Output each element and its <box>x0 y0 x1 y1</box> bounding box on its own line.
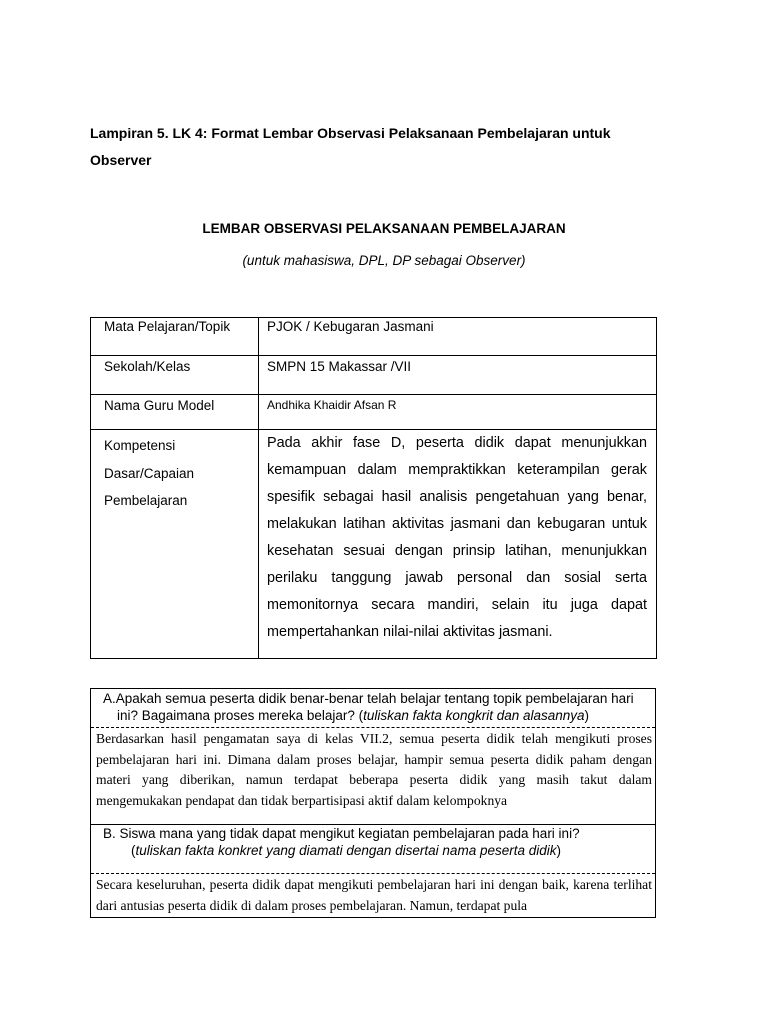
table-row <box>91 395 657 430</box>
school-class-value: SMPN 15 Makassar /VII <box>267 359 412 374</box>
question-a-text: Apakah semua peserta didik benar-benar telah belajar tentang topik pembelajaran hari ini? Bagaimana proses mereka belajar? ( <box>115 691 634 723</box>
table-row <box>91 430 657 659</box>
teacher-label: Nama Guru Model <box>104 398 215 413</box>
appendix-heading <box>90 120 690 174</box>
table-row <box>91 318 657 356</box>
question-b-open: ( <box>131 843 136 858</box>
document-title: LEMBAR OBSERVASI PELAKSANAAN PEMBELAJARAN <box>202 221 566 236</box>
competency-value: Pada akhir fase D, peserta didik dapat menunjukkan kemampuan dalam mempraktikkan keterampilan gerak spesifik sebagai hasil analisis pengetahuan yang benar, melakukan latihan aktivitas jasmani dan kebugaran untuk kesehatan sesuai dengan prinsip latihan, menunjukkan perilaku tanggung jawab personal dan sosial serta memonitornya secara mandiri, selain itu juga dapat mempertahankan nilai-nilai aktivitas jasmani. <box>267 435 647 640</box>
question-b-hint: tuliskan fakta konkret yang diamati dengan disertai nama peserta didik <box>135 843 557 858</box>
teacher-value: Andhika Khaidir Afsan R <box>267 398 397 412</box>
observation-questions-box <box>90 688 656 918</box>
subject-label: Mata Pelajaran/Topik <box>104 319 231 334</box>
answer-a-field[interactable]: Berdasarkan hasil pengamatan saya di kelas VII.2, semua peserta didik telah mengikuti proses pembelajaran hari ini. Dimana dalam proses belajar, hampir semua peserta didik paham dengan materi yang diberikan, namun terdapat beberapa peserta didik yang masih takut dalam mengemukakan pendapat dan tidak berpartisipasi aktif dalam kelompoknya <box>96 731 652 808</box>
document-subtitle: (untuk mahasiswa, DPL, DP sebagai Observer) <box>242 253 526 268</box>
competency-label <box>104 430 258 515</box>
appendix-heading-line1: Lampiran 5. LK 4: Format Lembar Observasi Pelaksanaan Pembelajaran untuk <box>90 125 611 141</box>
appendix-heading-line2: Observer <box>90 152 152 168</box>
competency-label-line: Kompetensi <box>104 438 176 453</box>
subject-value: PJOK / Kebugaran Jasmani <box>267 319 434 334</box>
question-b-close: ) <box>556 843 561 858</box>
school-class-label: Sekolah/Kelas <box>104 359 191 374</box>
competency-label-line: Dasar/Capaian <box>104 465 195 481</box>
question-a-suffix: ) <box>584 708 590 723</box>
answer-b-field[interactable]: Secara keseluruhan, peserta didik dapat mengikuti pembelajaran hari ini dengan baik, karena terlihat dari antusias peserta didik di dalam proses pembelajaran. Namun, terdapat pula <box>96 877 652 913</box>
info-table <box>90 317 657 659</box>
question-b-text: Siswa mana yang tidak dapat mengikut kegiatan pembelajaran pada hari ini? <box>119 826 580 841</box>
question-a-hint: tuliskan fakta kongkrit dan alasannya <box>363 708 585 723</box>
table-row <box>91 356 657 395</box>
competency-label-line: Pembelajaran <box>104 493 188 508</box>
question-b-prefix: B. <box>103 826 116 841</box>
question-a-prefix: A. <box>103 691 116 706</box>
question-b <box>91 825 655 873</box>
question-a <box>91 689 655 727</box>
